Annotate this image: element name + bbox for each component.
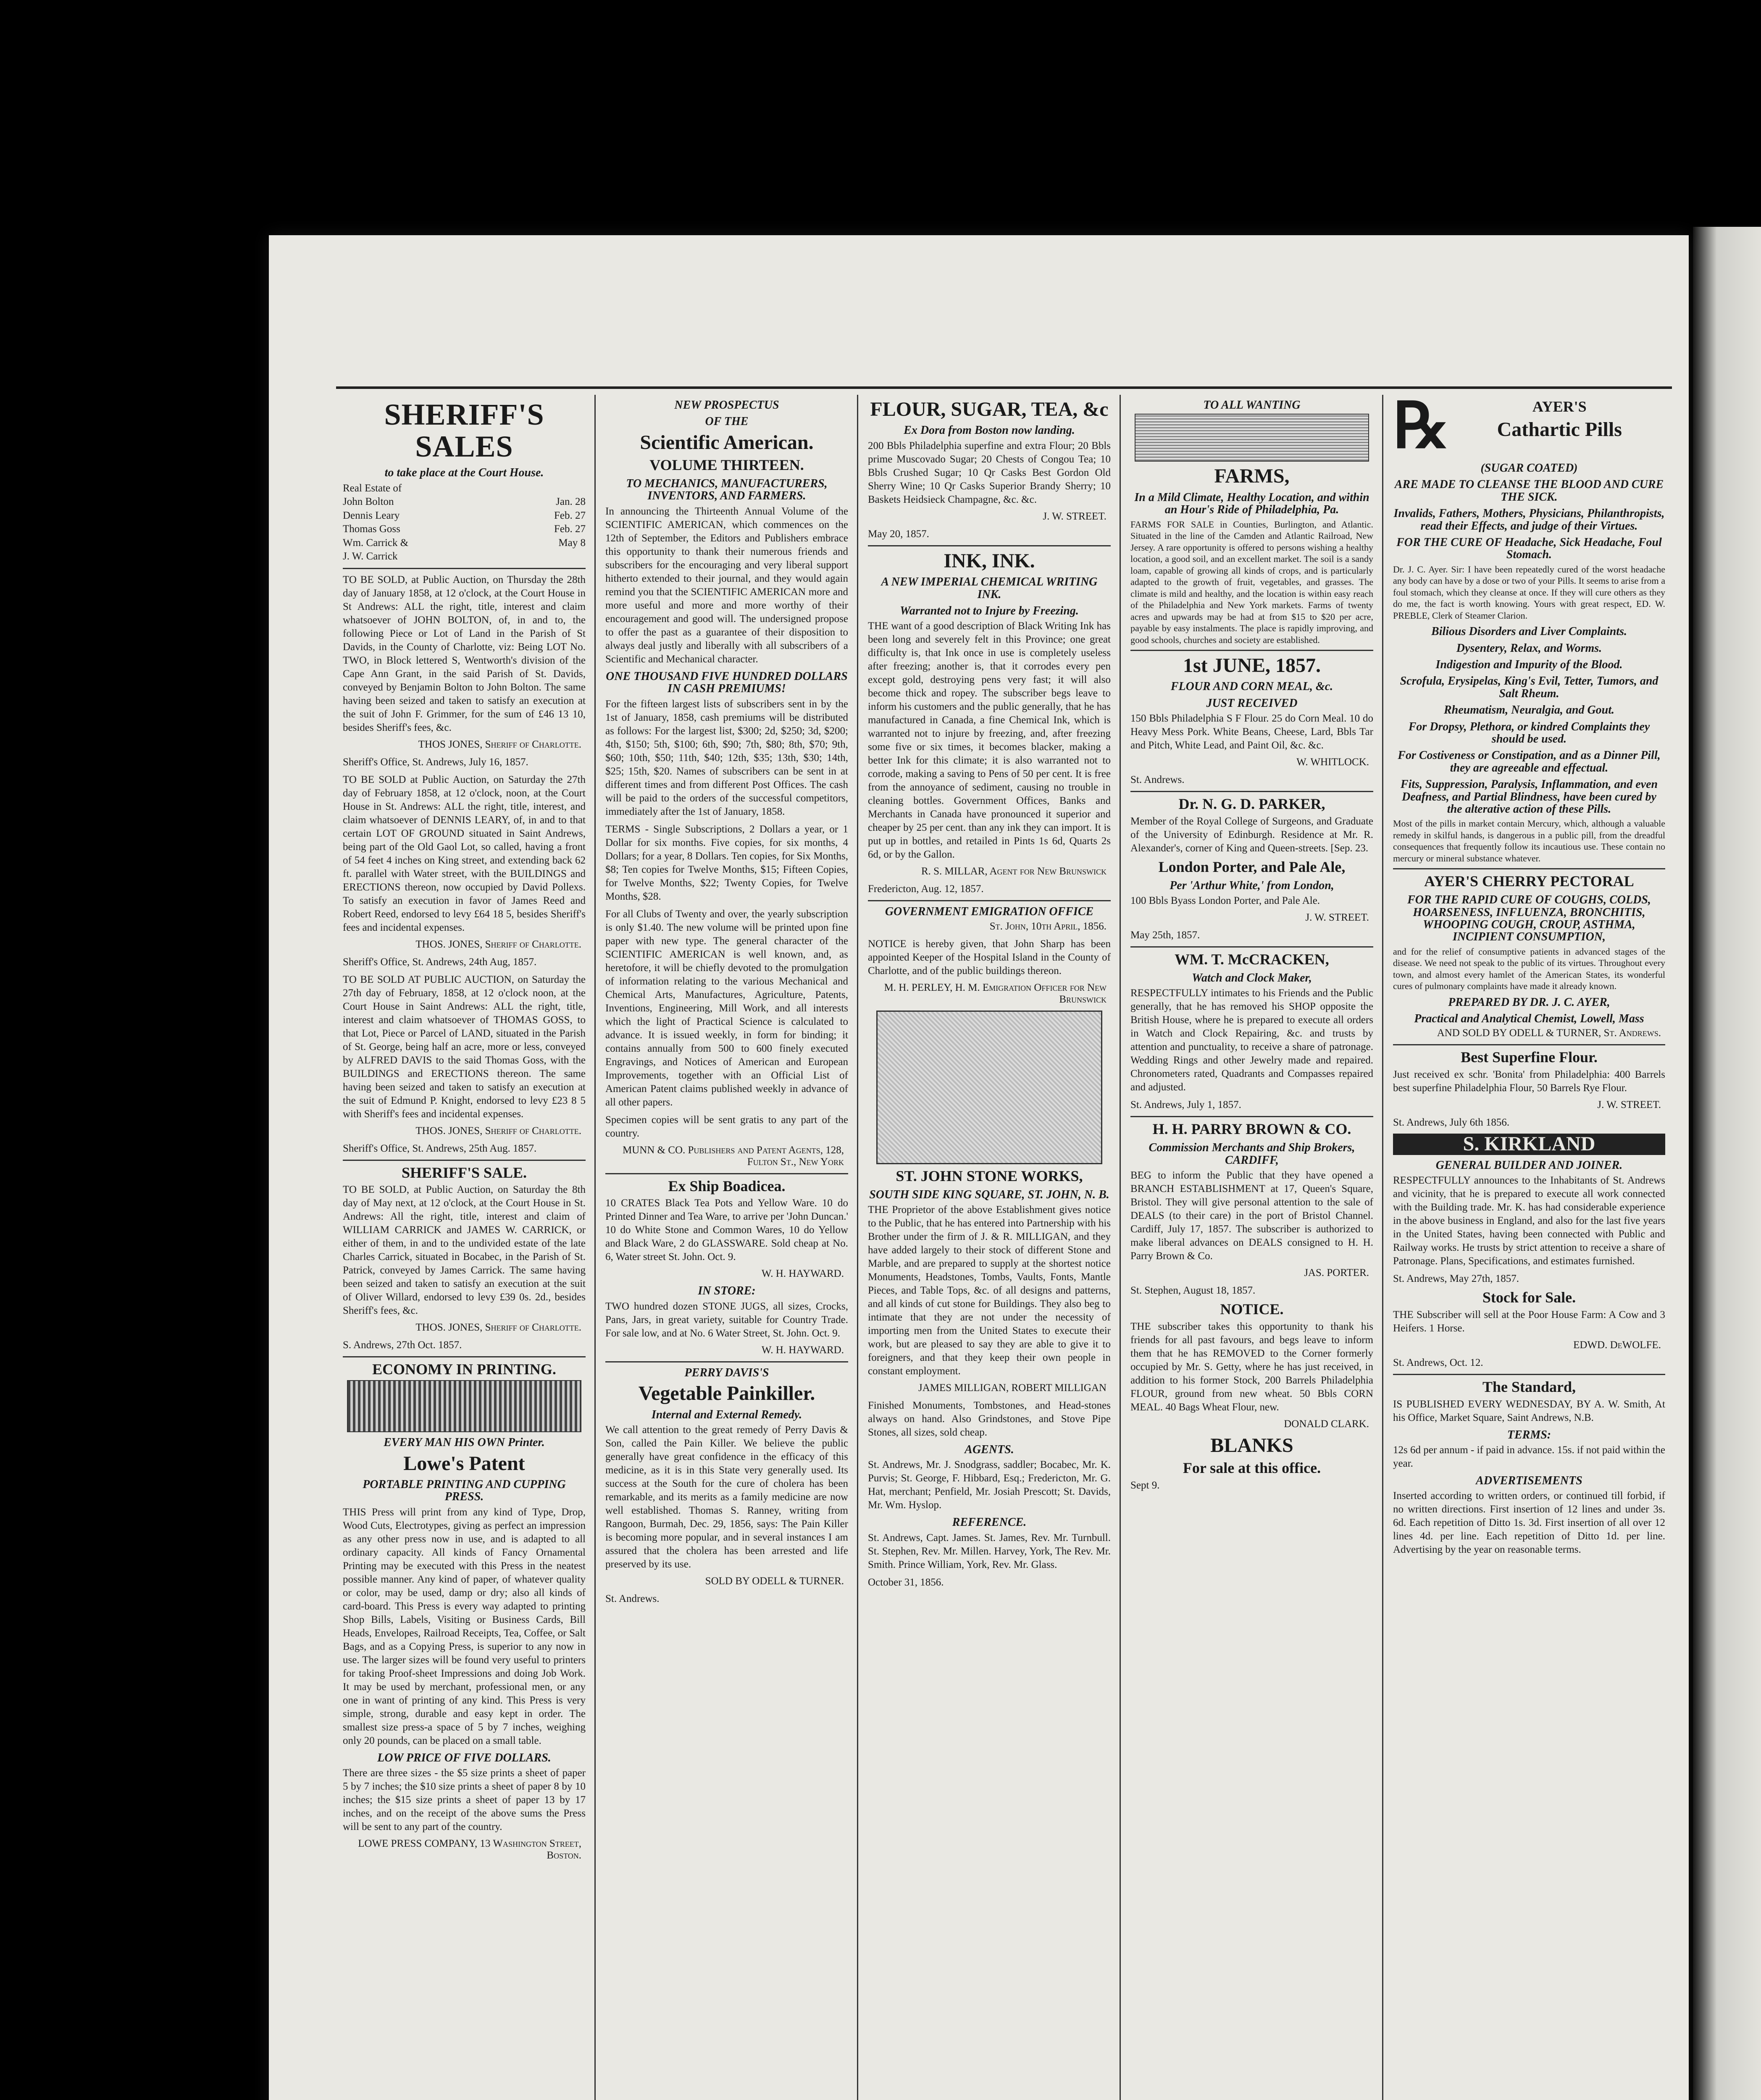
notice-date: St. Andrews, July 6th 1856.: [1393, 1117, 1510, 1129]
scientific-american-title: Scientific American.: [640, 431, 814, 454]
store-text: TWO hundred dozen STONE JUGS, all sizes, Crocks, Pans, Jars, in great variety, suitable for Country Trade. For sale low, and at No. 6 Water Street, St. John. Oct. 9.: [605, 1300, 848, 1339]
printing-press-engraving: [347, 1380, 581, 1432]
agents-list: St. Andrews, Mr. J. Snodgrass, saddler; Bocabec, Mr. K. Purvis; St. George, F. Hibbard, Esq.; Fredericton, Mr. G. Hat, merchant; Penfield, Mr. Josiah Prescott; St. Davids, Mr. Wm. Hyslop.: [868, 1459, 1111, 1511]
ayers-tagline2: Invalids, Fathers, Mothers, Physicians, Philanthropists, read their Effects, and judge of their Virtues.: [1393, 507, 1665, 533]
flour-sugar-items: 200 Bbls Philadelphia superfine and extra Flour; 20 Bbls prime Muscovado Sugar; 20 Chests of Congou Tea; 10 Bbls Crushed Sugar; 10 Qr Casks Best Gordon Old Sherry Wine; 10 Qr Casks Superior Brandy Sherry; 10 Baskets Heidsieck Champagne, &c. &c.: [868, 440, 1111, 505]
estate-row: Wm. Carrick & May 8: [343, 537, 586, 549]
notice-bolton: TO BE SOLD, at Public Auction, on Thursday the 28th day of January 1858, at 12 o'clock, at the Court House in St Andrews: ALL the right, title, interest and claim whatsoever of JOHN BOLTON, of, in and to, the following Piece or Lot of Land in the Parish of St Davids, in the County of Charlotte, viz: Being LOT No. TWO, in Block lettered S, Wentworth's division of the Cape Ann Grant, in the said Parish of St. Davids, conveyed by Benjamin Bolton to John Bolton. The same having been seized and taken to satisfy an execution at the suit of John F. Grimmer, for the sum of £46 13 10, besides Sheriff's fees, &c.: [343, 574, 586, 733]
divider: [1130, 1116, 1373, 1117]
parker-text: Member of the Royal College of Surgeons, and Graduate of the University of Edinburgh. Residence at Mr. R. Alexander's, corner of King and Queen-streets. [Sep. 23.: [1130, 816, 1373, 854]
column-ayers: [1386, 395, 1672, 2100]
stone-works-title: ST. JOHN STONE WORKS,: [896, 1167, 1083, 1184]
agents-title: AGENTS.: [965, 1443, 1014, 1456]
standard-text: IS PUBLISHED EVERY WEDNESDAY, BY A. W. Smith, At his Office, Market Square, Saint Andrews, N.B.: [1393, 1398, 1665, 1423]
sheriffs-sale-title: SHERIFF'S SALE.: [401, 1164, 527, 1181]
blanks-subtitle: For sale at this office.: [1183, 1460, 1321, 1477]
farms-text: FARMS FOR SALE in Counties, Burlington, and Atlantic. Situated in the line of the Camden and Atlantic Railroad, New Jersey. A rare opportunity is offered to persons wishing a healthy location, a good soil, and an excellent market. The soil is a sandy loam, capable of growing all kinds of crops, and is particularly adapted to the growth of fruit, vegetables, and grasses. The climate is mild and healthy, and the location is within easy reach of the Philadelphia and New York markets. Farms of twenty acres and upwards may be had at from $15 to $20 per acre, payable by easy instalments. The place is rapidly improving, and good schools, churches and society are established.: [1130, 519, 1373, 645]
kirkland-text: RESPECTFULLY announces to the Inhabitants of St. Andrews and vicinity, that he is prepared to execute all work connected with the Building trade. Mr. K. has had considerable experience in the above business in England, and also for the last five years in the United States, having been connected with Public and Railway works. He trusts by strict attention to receive a share of Patronage. Plans, Specifications, and estimates furnished.: [1393, 1175, 1665, 1267]
divider: [868, 545, 1111, 546]
estate-row: Thomas Goss Feb. 27: [343, 523, 586, 535]
sold-by: SOLD BY ODELL & TURNER.: [705, 1575, 844, 1587]
mccracken-text: RESPECTFULLY intimates to his Friends and the Public generally, that he has removed his SHOP opposite the British House, where he is prepared to execute all orders in Watch and Clock Repairing, &c. and trusts by attention and punctuality, to receive a share of patronage. Wedding Rings and other Jewelry made and repaired. Chronometers rated, Quadrants and Compasses repaired and adjusted.: [1130, 987, 1373, 1093]
notice-date: St. Andrews, Oct. 12.: [1393, 1357, 1483, 1368]
mccracken-title: WM. T. McCRACKEN,: [1175, 951, 1329, 968]
cherry-pectoral-subtitle: FOR THE RAPID CURE OF COUGHS, COLDS, HOARSENESS, INFLUENZA, BRONCHITIS, WHOOPING COUGH, CROUP, ASTHMA, INCIPIENT CONSUMPTION,: [1407, 893, 1651, 944]
price-title: LOW PRICE OF FIVE DOLLARS.: [377, 1751, 551, 1764]
adjacent-page-edge: [1693, 227, 1761, 2100]
estate-row: J. W. Carrick: [343, 551, 398, 562]
ink-tagline: Warranted not to Injure by Freezing.: [900, 604, 1079, 617]
notice-date: Sheriff's Office, St. Andrews, July 16, 1857.: [343, 756, 528, 768]
prepared-by: PREPARED BY DR. J. C. AYER,: [1448, 995, 1610, 1009]
column-rule: [1120, 395, 1121, 2100]
terms-title: TERMS:: [1507, 1428, 1551, 1441]
porter-title: London Porter, and Pale Ale,: [1158, 858, 1346, 876]
store-title: IN STORE:: [698, 1284, 756, 1298]
parry-title: H. H. PARRY BROWN & CO.: [1152, 1121, 1351, 1138]
company: LOWE PRESS COMPANY, 13 Washington Street, Boston.: [358, 1838, 581, 1861]
flour-title: Best Superfine Flour.: [1461, 1049, 1598, 1066]
economy-subtitle: EVERY MAN HIS OWN Printer.: [384, 1436, 545, 1449]
signature: DONALD CLARK.: [1284, 1418, 1369, 1430]
sold-by: AND SOLD BY ODELL & TURNER, St. Andrews.: [1437, 1027, 1661, 1039]
specimens: Specimen copies will be sent gratis to any part of the country.: [605, 1114, 848, 1139]
june-text: 150 Bbls Philadelphia S F Flour. 25 do Corn Meal. 10 do Heavy Mess Pork. White Beans, Cheese, Lard, Bbls Tar and Pitch, White Lead, and Paint Oil, &c. &c.: [1130, 713, 1373, 751]
place: St. Andrews.: [1130, 774, 1185, 786]
ink-text: THE want of a good description of Black Writing Ink has been long and severely felt in this Province; one great difficulty is, that Ink once in use is completely useless after freezing; another is, that it corrodes every pen except gold, destroying pens very fast; it will also become thick and ropey. The subscriber begs leave to inform his customers and the public generally, that he has manufactured in Canada, a fine Chemical Ink, which is warranted not to injure by freezing, and, after freezing some five or six times, it becomes blacker, making a better Ink for this climate; it is also warranted not to corrode, making a saving to Pens of 50 per cent. It is free from the annoyance of sediment, causing no trouble in cleaning bottles. Government Offices, Banks and Merchants in Canada have pronounced it superior and cheaper by 25 per cent. than any ink they can import. It is put up in bottles, and retailed in Pints 1s 6d, Quarts 2s 6d, or by the Gallon.: [868, 620, 1111, 861]
testimonial: Dr. J. C. Ayer. Sir: I have been repeatedly cured of the worst headache any body can have by a dose or two of your Pills. It seems to arise from a foul stomach, which they cleanse at once. If they will cure others as they do me, the fact is worth knowing. Yours with great respect, ED. W. PREBLE, Clerk of Steamer Clarion.: [1393, 564, 1665, 621]
june-title: 1st JUNE, 1857.: [1183, 654, 1321, 677]
advertisements-title: ADVERTISEMENTS: [1476, 1474, 1582, 1488]
notice-title: NOTICE.: [1220, 1300, 1284, 1318]
cherry-pectoral-text: and for the relief of consumptive patients in advanced stages of the disease. We need not speak to the public of its virtues. Throughout every town, and almost every hamlet of the American States, its wonderful cures of pulmonary complaints have made it already known.: [1393, 946, 1665, 992]
notice-goss: TO BE SOLD AT PUBLIC AUCTION, on Saturday the 27th day of February, 1858, at 12 o'clock noon, at the Court House in Saint Andrews: ALL the right, title, interest and claim whatsoever of THOMAS GOSS, to that Lot, Piece or Parcel of LAND, situated in the Parish of St. George, being half an acre, more or less, conveyed by ALFRED DAVIS to the said Thomas Goss, with the BUILDINGS and ERECTIONS thereon. The same having been seized and taken to satisfy an execution at the suit of Edmund P. Knight, endorsed to levy £23 8 5 with Sheriff's fees and incidental expenses.: [343, 974, 586, 1120]
ship-text: 10 CRATES Black Tea Pots and Yellow Ware. 10 do Printed Dinner and Tea Ware, to arrive per 'John Duncan.' 10 do White Stone and Common Wares, 10 do Yellow and Black Ware, 2 do GLASSWARE. Sold cheap at No. 6, Water street St. John. Oct. 9.: [605, 1197, 848, 1263]
notice-date: St. John, 10th April, 1856.: [989, 920, 1107, 932]
divider: [1393, 1374, 1665, 1375]
divider: [343, 568, 586, 569]
sugar-coated: (SUGAR COATED): [1480, 462, 1578, 475]
stock-title: Stock for Sale.: [1482, 1289, 1576, 1306]
notice-carrick: TO BE SOLD, at Public Auction, on Saturday the 8th day of May next, at 12 o'clock, at the Court House in St. Andrews: All the right, title, interest and claim of WILLIAM CARRICK and JAMES W. CARRICK, or either of them, in and to the undivided estate of the late Charles Carrick, situated in Bocabec, in the Parish of St. Patrick, conveyed by James Carrick. The same having been seized and taken to satisfy an execution at the suit of Oliver Willard, endorsed to levy £39 0s. 2d., besides Sheriff's fees, &c.: [343, 1184, 586, 1317]
newspaper-page: [269, 235, 1689, 2100]
notice-date: Fredericton, Aug. 12, 1857.: [868, 883, 984, 895]
lowe-title: Lowe's Patent: [403, 1452, 525, 1475]
signature: THOS. JONES, Sheriff of Charlotte.: [415, 1125, 581, 1137]
rheumatism-heading: Rheumatism, Neuralgia, and Gout.: [1443, 704, 1615, 717]
cherry-pectoral-title: AYER'S CHERRY PECTORAL: [1424, 873, 1634, 890]
monument-engraving: [876, 1011, 1102, 1164]
divider: [343, 1160, 586, 1161]
divider: [1393, 868, 1665, 869]
signature: J. W. STREET.: [1597, 1099, 1661, 1111]
porter-subtitle: Per 'Arthur White,' from London,: [1170, 879, 1334, 892]
painkiller-title: Vegetable Painkiller.: [638, 1382, 815, 1405]
column-farms-notices: [1124, 395, 1380, 2100]
stone-works-subtitle: SOUTH SIDE KING SQUARE, ST. JOHN, N. B.: [869, 1188, 1109, 1201]
terms-text: TERMS - Single Subscriptions, 2 Dollars a year, or 1 Dollar for six months. Five copies, for six months, 4 Dollars; for a year, 8 Dollars. Ten copies, for Six Months, $8; Ten copies for Twelve Months, $15; Fifteen Copies, for Twelve Months, $22; Twenty Copies, for Twelve Months, $28.: [605, 823, 848, 902]
column-scientific-american: [599, 395, 855, 2100]
estates-label: Real Estate of: [343, 482, 402, 494]
kirkland-subtitle: GENERAL BUILDER AND JOINER.: [1435, 1158, 1623, 1172]
notice-date: October 31, 1856.: [868, 1576, 944, 1588]
davis-kicker: PERRY DAVIS'S: [684, 1366, 769, 1379]
terms-text: 12s 6d per annum - if paid in advance. 15s. if not paid within the year.: [1393, 1444, 1665, 1470]
lowe-text: THIS Press will print from any kind of Type, Drop, Wood Cuts, Electrotypes, giving as perfect an impression as any other press now in use, and is adapted to all ordinary capacity. All kinds of Fancy Ornamental Printing may be executed with this Press in the neatest possible manner. Any kind of paper, of whatever quality or color, may be used, damp or dry; also all kinds of card-board. This Press is every way adapted to printing Shop Bills, Labels, Visiting or Business Cards, Bill Heads, Envelopes, Railroad Receipts, Tea, Coffee, or Salt Bags, and as a Copying Press, is superior to any now in use. The larger sizes will be found very useful to printers for taking Proof-sheet Impressions and doing Job Work. It may be used by merchant, professional men, or any one in want of printing of any kind. This Press is very simple, strong, durable and easy kept in order. The smallest size press-a space of 5 by 7 inches, weighing only 20 pounds, can be placed on a small table.: [343, 1506, 586, 1746]
signature: THOS. JONES, Sheriff of Charlotte.: [415, 938, 581, 950]
porter-text: 100 Bbls Byass London Porter, and Pale Ale.: [1130, 895, 1320, 907]
ayers-header: [1393, 395, 1665, 458]
farms-title: FARMS,: [1214, 465, 1290, 488]
painkiller-subtitle: Internal and External Remedy.: [651, 1408, 802, 1421]
signature: W. H. HAYWARD.: [761, 1344, 844, 1356]
economy-title: ECONOMY IN PRINTING.: [372, 1361, 556, 1378]
signature: W. WHITLOCK.: [1296, 756, 1369, 768]
divider: [1130, 946, 1373, 948]
signature: M. H. PERLEY, H. M. Emigration Officer for New Brunswick: [884, 982, 1107, 1005]
lowe-subtitle: PORTABLE PRINTING AND CUPPING PRESS.: [363, 1478, 566, 1504]
mccracken-subtitle: Watch and Clock Maker,: [1192, 971, 1312, 985]
advertisements-text: Inserted according to written orders, or continued till forbid, if no written directions. First insertion of 12 lines and under 3s. 6d. Each repetition of Ditto 1s. 3d. First insertion of all over 12 lines 4d. per line. Each repetition of Ditto 1d. per line. Advertising by the year on reasonable terms.: [1393, 1490, 1665, 1556]
standard-title: The Standard,: [1482, 1378, 1576, 1395]
signature: THOS. JONES, Sheriff of Charlotte.: [415, 1322, 581, 1334]
stone-works-text: THE Proprietor of the above Establishment gives notice to the Public, that he has entered into Partnership with his Brother under the firm of J. & R. MILLIGAN, and they have added largely to their stock of different Stone and Marble, and are prepared to supply at the shortest notice Monuments, Headstones, Tombs, Vaults, Fonts, Mantle Pieces, and Table Tops, &c. of all designs and patterns, and all kinds of cut stone for Buildings. They also beg to intimate that they are not under the necessity of importing men from the United States to execute their work, but are pleased to say they are able to give it to foreigners, and that they keep their own people in constant employment.: [868, 1204, 1111, 1377]
volume: VOLUME THIRTEEN.: [649, 457, 804, 474]
headache-heading: FOR THE CURE OF Headache, Sick Headache, Foul Stomach.: [1396, 536, 1662, 562]
cathartic-pills-title: Cathartic Pills: [1497, 418, 1622, 441]
sheriffs-sales-subtitle: to take place at the Court House.: [384, 466, 544, 480]
prepared-by-2: Practical and Analytical Chemist, Lowell, Mass: [1414, 1012, 1644, 1026]
reference-title: REFERENCE.: [952, 1516, 1027, 1529]
mercury-text: Most of the pills in market contain Mercury, which, although a valuable remedy in skilful hands, is dangerous in a public pill, from the dreadful consequences that frequently follow its incautious use. These contain no mercury or mineral substance whatever.: [1393, 818, 1665, 864]
notice-date: Sept 9.: [1130, 1479, 1160, 1491]
blanks-title: BLANKS: [1210, 1434, 1293, 1457]
ship-title: Ex Ship Boadicea.: [668, 1177, 786, 1194]
kirkland-title: S. KIRKLAND: [1393, 1134, 1665, 1155]
bilious-heading: Bilious Disorders and Liver Complaints.: [1431, 625, 1627, 638]
signature: THOS JONES, Sheriff of Charlotte.: [418, 738, 581, 750]
painkiller-text: We call attention to the great remedy of Perry Davis & Son, called the Pain Killer. We believe the public generally have great confidence in the efficacy of this medicine, as it is in this State very generally used. Its success at the South for the cure of cholera has been remarkable, and its merits as a family medicine are now well established. Thomas S. Ranney, writing from Rangoon, Burmah, Dec. 29, 1856, says: The Pain Killer is becoming more popular, and in several instances I am assured that the cholera has been arrested and life preserved by its use.: [605, 1424, 848, 1570]
prospectus-kicker: NEW PROSPECTUS: [674, 399, 779, 412]
scrofula-heading: Scrofula, Erysipelas, King's Evil, Tetter, Tumors, and Salt Rheum.: [1400, 675, 1658, 700]
signature: R. S. MILLAR, Agent for New Brunswick: [921, 866, 1107, 877]
prize-title: ONE THOUSAND FIVE HUNDRED DOLLARS IN CASH PREMIUMS!: [606, 669, 848, 696]
stock-text: THE Subscriber will sell at the Poor House Farm: A Cow and 3 Heifers. 1 Horse.: [1393, 1309, 1665, 1334]
notice-leary: TO BE SOLD at Public Auction, on Saturday the 27th day of February 1858, at 12 o'clock, noon, at the Court House in St. Andrews: ALL the right, title, interest, and claim whatsoever of DENNIS LEARY, of, in and to that certain LOT OF GROUND situated in Saint Andrews, being part of the Old Gaol Lot, so called, having a front of 54 feet 4 inches on King street, and extending back 62 ft. parallel with Water street, with the BUILDINGS and ERECTIONS thereon, now occupied by David Pollexs. To satisfy an execution in favor of James Reed and Robert Reed, endorsed to levy £64 18 5, besides Sheriff's fees and incidental expenses.: [343, 774, 586, 933]
price-text: There are three sizes - the $5 size prints a sheet of paper 5 by 7 inches; the $10 size prints a sheet of paper 8 by 10 inches; the $15 size prints a sheet of paper 13 by 17 inches, and on the receipt of the above sums the Press will be sent to any part of the country.: [343, 1767, 586, 1833]
ink-title: INK, INK.: [944, 549, 1035, 572]
audience: TO MECHANICS, MANUFACTURERS, INVENTORS, AND FARMERS.: [626, 477, 828, 503]
divider: [343, 1356, 586, 1357]
june-subtitle: FLOUR AND CORN MEAL, &c.: [1170, 680, 1333, 693]
constipation-heading: For Costiveness or Constipation, and as a Dinner Pill, they are agreeable and effectual.: [1398, 749, 1661, 774]
emigration-title: GOVERNMENT EMIGRATION OFFICE: [885, 905, 1094, 919]
general-text: For all Clubs of Twenty and over, the yearly subscription is only $1.40. The new volume will be printed upon fine paper with new type. The general character of the SCIENTIFIC AMERICAN is well known, and, as heretofore, it will be chiefly devoted to the promulgation of information relating to the various Mechanical and Chemical Arts, Manufactures, Agriculture, Patents, Inventions, Engineering, Mill Work, and all interests which the light of Practical Science is calculated to advance. It is issued weekly, in form for binding; it contains annually from 500 to 600 finely executed Engravings, and Notices of American and European Improvements, together with an Official List of American Patent claims published weekly in advance of all other papers.: [605, 908, 848, 1108]
notice-date: May 25th, 1857.: [1130, 929, 1200, 941]
parry-subtitle: Commission Merchants and Ship Brokers, CARDIFF,: [1149, 1141, 1355, 1167]
notice-date: Sheriff's Office, St. Andrews, 25th Aug. 1857.: [343, 1142, 537, 1154]
divider: [605, 1361, 848, 1362]
notice-date: St. Andrews, July 1, 1857.: [1130, 1099, 1241, 1111]
ayers-title: AYER'S: [1532, 398, 1587, 415]
farms-subtitle: In a Mild Climate, Healthy Location, and within an Hour's Ride of Philadelphia, Pa.: [1134, 491, 1369, 517]
notice-date: St. Andrews, May 27th, 1857.: [1393, 1273, 1519, 1285]
flour-text: Just received ex schr. 'Bonita' from Philadelphia: 400 Barrels best superfine Philadelphia Flour, 50 Barrels Rye Flour.: [1393, 1069, 1665, 1094]
column-sheriffs-sales: [336, 395, 592, 2100]
estate-row: Dennis Leary Feb. 27: [343, 509, 586, 521]
parry-text: BEG to inform the Public that they have opened a BRANCH ESTABLISHMENT at 17, Queen's Square, Bristol. They will give personal attention to the sale of DEALS (to their care) in the port of Bristol Channel. Cardiff, July 17, 1857. The subscriber is authorized to make liberal advances on DEALS consigned to H. H. Parry Brown & Co.: [1130, 1169, 1373, 1262]
indigestion-heading: Indigestion and Impurity of the Blood.: [1435, 658, 1623, 672]
june-subtitle2: JUST RECEIVED: [1206, 696, 1298, 710]
divider: [868, 900, 1111, 901]
column-flour-ink-stone: [861, 395, 1117, 2100]
reference-list: St. Andrews, Capt. James. St. James, Rev. Mr. Turnbull. St. Stephen, Rev. Mr. Millen. Harvey, York, The Rev. Mr. Smith. Prince William, York, Rev. Mr. Glass.: [868, 1532, 1111, 1570]
divider: [1130, 650, 1373, 651]
sheriffs-sales-title: SHERIFF'S SALES: [384, 398, 544, 463]
signature: EDWD. DeWOLFE.: [1573, 1339, 1661, 1351]
farms-kicker: TO ALL WANTING: [1203, 399, 1301, 412]
rx-icon: ℞: [1393, 395, 1450, 458]
dropsy-heading: For Dropsy, Plethora, or kindred Complaints they should be used.: [1408, 720, 1650, 746]
top-rule: [336, 386, 1672, 389]
parker-title: Dr. N. G. D. PARKER,: [1178, 795, 1325, 813]
ayers-tagline: ARE MADE TO CLEANSE THE BLOOD AND CURE THE SICK.: [1394, 478, 1664, 504]
notice-date: St. Stephen, August 18, 1857.: [1130, 1284, 1256, 1296]
signature: J. W. STREET.: [1305, 912, 1369, 924]
emigration-text: NOTICE is hereby given, that John Sharp has been appointed Keeper of the Hospital Island in the County of Charlotte, and of the public buildings thereon.: [868, 938, 1111, 976]
estate-row: John Bolton Jan. 28: [343, 496, 586, 508]
prospectus-text: In announcing the Thirteenth Annual Volume of the SCIENTIFIC AMERICAN, which commences on the 12th of September, the Editors and Publishers embrace this opportunity to thank their numerous friends and subscribers for the encouraging and very liberal support hitherto extended to their journal, and they would again remind you that the SCIENTIFIC AMERICAN more and more useful and more and more worthy of their encouragement and good will. The undersigned propose to offer the past as a guarantee of their disposition to always deal justly and liberally with all subscribers of a Scientific and Mechanical character.: [605, 505, 848, 665]
prospectus-kicker2: OF THE: [705, 415, 749, 428]
signature: JAS. PORTER.: [1304, 1267, 1369, 1278]
dysentery-heading: Dysentery, Relax, and Worms.: [1456, 641, 1602, 655]
notice-text: THE subscriber takes this opportunity to thank his friends for all past favours, and begs leave to inform them that he has REMOVED to the Corner formerly occupied by Mr. S. Getty, where he has just received, in addition to his former Stock, 200 Barrels Philadelphia FLOUR, ground from new wheat. 50 Bbls CORN MEAL. 40 Bags Wheat Flour, new.: [1130, 1320, 1373, 1413]
stone-works-note: Finished Monuments, Tombstones, and Head-stones always on hand. Also Grindstones, and Stove Pipe Stones, all sizes, sold cheap.: [868, 1399, 1111, 1438]
signature: JAMES MILLIGAN, ROBERT MILLIGAN: [918, 1382, 1107, 1394]
divider: [1130, 791, 1373, 792]
ink-subtitle: A NEW IMPERIAL CHEMICAL WRITING INK.: [881, 575, 1098, 601]
publisher: MUNN & CO. Publishers and Patent Agents, 128, Fulton St., New York: [622, 1144, 844, 1168]
column-rule: [1382, 395, 1383, 2100]
prize-text: For the fifteen largest lists of subscribers sent in by the 1st of January, 1858, cash premiums will be distributed as follows: For the largest list, $300; 2d, $250; 3d, $200; 4th, $150; 5th, $100; 6th, $90; 7th, $80; 8th, $70; 9th, $60; 10th, $50; 11th, $40; 12th, $35; 13th, $30; 14th, $25; 15th, $20. Names of subscribers can be sent in at different times and from different Post Offices. The cash will be paid to the orders of the successful competitors, immediately after the 1st of January, 1858.: [605, 698, 848, 817]
signature: J. W. STREET.: [1043, 510, 1107, 522]
flour-sugar-subtitle: Ex Dora from Boston now landing.: [904, 424, 1075, 437]
signature: W. H. HAYWARD.: [761, 1268, 844, 1280]
notice-date: S. Andrews, 27th Oct. 1857.: [343, 1339, 462, 1351]
divider: [605, 1173, 848, 1174]
notice-date: Sheriff's Office, St. Andrews, 24th Aug, 1857.: [343, 956, 537, 968]
column-rule: [857, 395, 858, 2100]
column-rule: [594, 395, 596, 2100]
notice-date: May 20, 1857.: [868, 528, 929, 540]
fits-heading: Fits, Suppression, Paralysis, Inflammation, and even Deafness, and Partial Blindness, have been cured by the alterative action of these Pills.: [1400, 778, 1658, 816]
divider: [1393, 1044, 1665, 1045]
farm-engraving: [1135, 414, 1369, 462]
place: St. Andrews.: [605, 1593, 660, 1604]
flour-sugar-title: FLOUR, SUGAR, TEA, &c: [870, 398, 1109, 420]
